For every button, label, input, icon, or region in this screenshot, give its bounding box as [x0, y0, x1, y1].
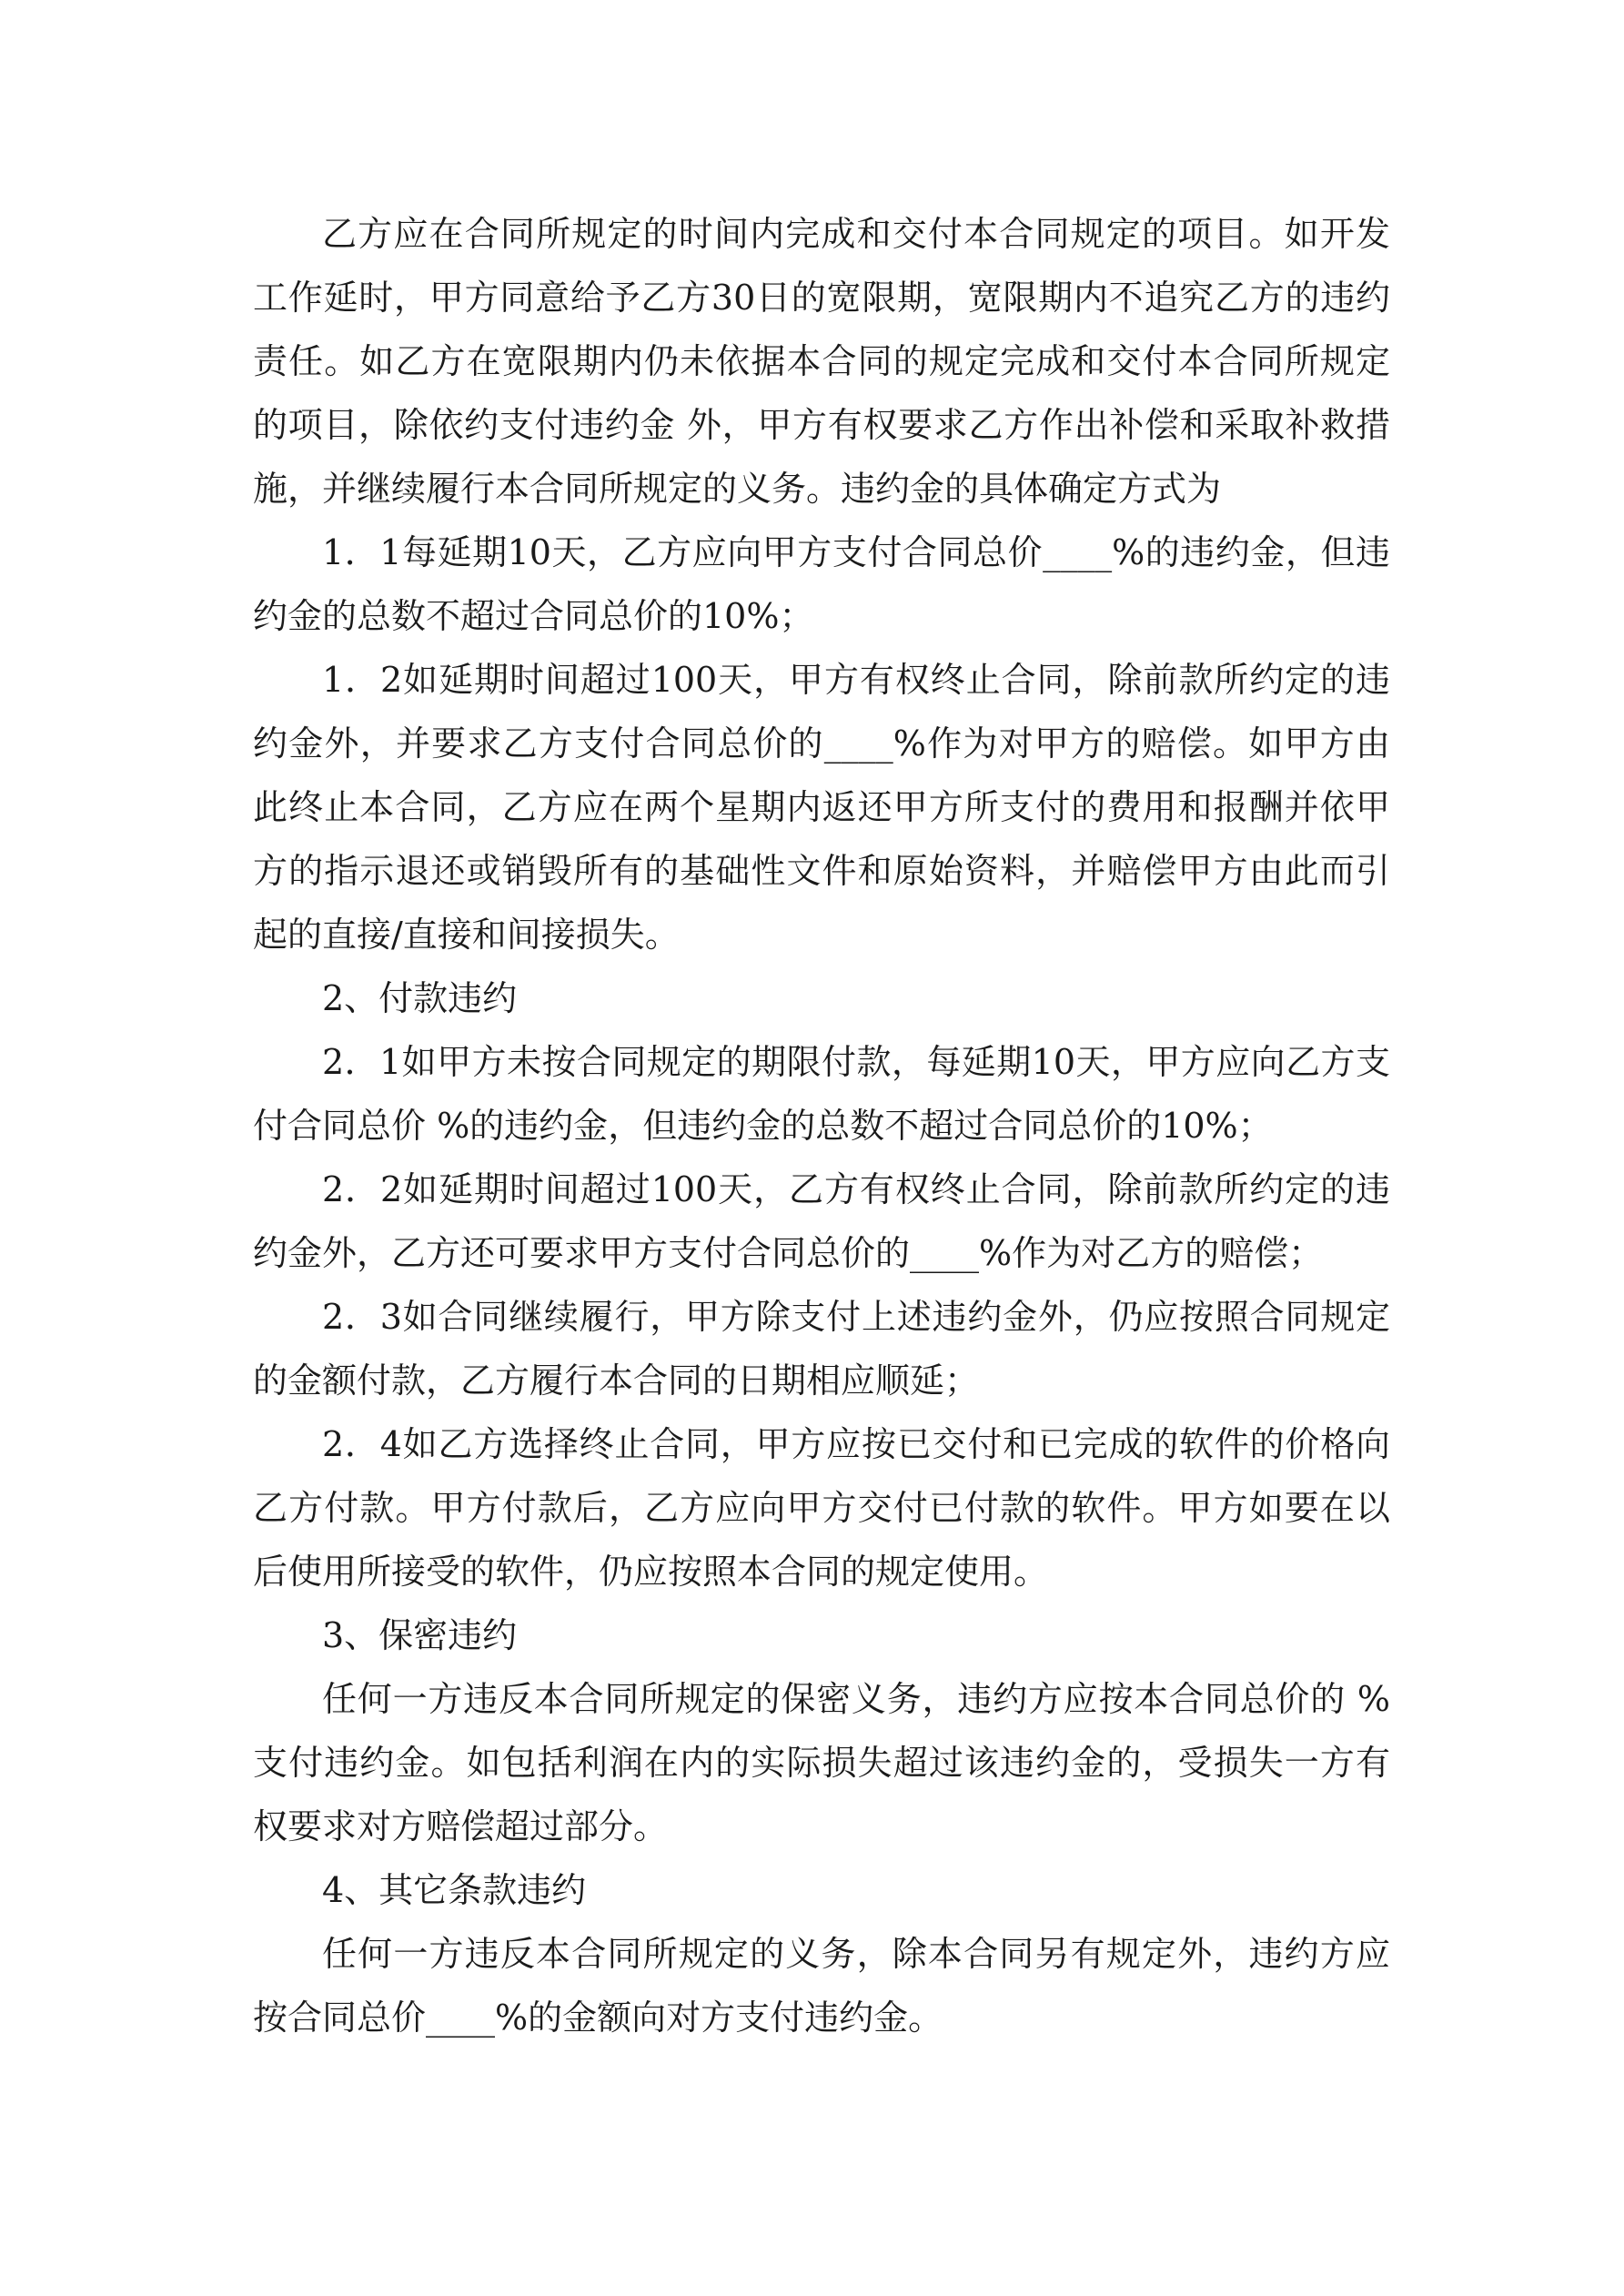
- section-heading-other-breach: 4、其它条款违约: [322, 1870, 587, 1910]
- clause-2-3: 2．3如合同继续履行，甲方除支付上述违约金外，仍应按照合同规定的金额付款，乙方履行本合同的日期相应顺延；: [253, 1297, 1390, 1401]
- document-body: [253, 202, 1390, 2049]
- paragraph-confidentiality: 任何一方违反本合同所规定的保密义务，违约方应按本合同总价的 %支付违约金。如包括利润在内的实际损失超过该违约金的，受损失一方有权要求对方赔偿超过部分。: [253, 1679, 1390, 1846]
- clause-2-4: 2．4如乙方选择终止合同，甲方应按已交付和已完成的软件的价格向乙方付款。甲方付款后，乙方应向甲方交付已付款的软件。甲方如要在以后使用所接受的软件，仍应按照本合同的规定使用。: [253, 1424, 1390, 1592]
- clause-2-1: 2．1如甲方未按合同规定的期限付款，每延期10天，甲方应向乙方支付合同总价 %的违约金，但违约金的总数不超过合同总价的10%；: [253, 1042, 1390, 1146]
- clause-2-2: 2．2如延期时间超过100天，乙方有权终止合同，除前款所约定的违约金外，乙方还可要求甲方支付合同总价的____%作为对乙方的赔偿；: [253, 1169, 1390, 1273]
- paragraph-delay-liability: 乙方应在合同所规定的时间内完成和交付本合同规定的项目。如开发工作延时，甲方同意给予乙方30日的宽限期，宽限期内不追究乙方的违约责任。如乙方在宽限期内仍未依据本合同的规定完成和交付本合同所规定的项目，除依约支付违约金 外，甲方有权要求乙方作出补偿和采取补救措施，并继续履行本合同所规定的义务。违约金的具体确定方式为: [253, 214, 1390, 509]
- section-heading-payment-breach: 2、付款违约: [322, 978, 518, 1018]
- clause-1-1: 1．1每延期10天，乙方应向甲方支付合同总价____%的违约金，但违约金的总数不超过合同总价的10%；: [253, 532, 1390, 636]
- clause-1-2: 1．2如延期时间超过100天，甲方有权终止合同，除前款所约定的违约金外，并要求乙方支付合同总价的____%作为对甲方的赔偿。如甲方由此终止本合同，乙方应在两个星期内返还甲方所支付的费用和报酬并依甲方的指示退还或销毁所有的基础性文件和原始资料，并赔偿甲方由此而引起的直接/直接和间接损失。: [253, 660, 1390, 955]
- section-heading-confidentiality-breach: 3、保密违约: [322, 1615, 518, 1655]
- paragraph-other-breach: 任何一方违反本合同所规定的义务，除本合同另有规定外，违约方应按合同总价____%的金额向对方支付违约金。: [253, 1934, 1390, 2038]
